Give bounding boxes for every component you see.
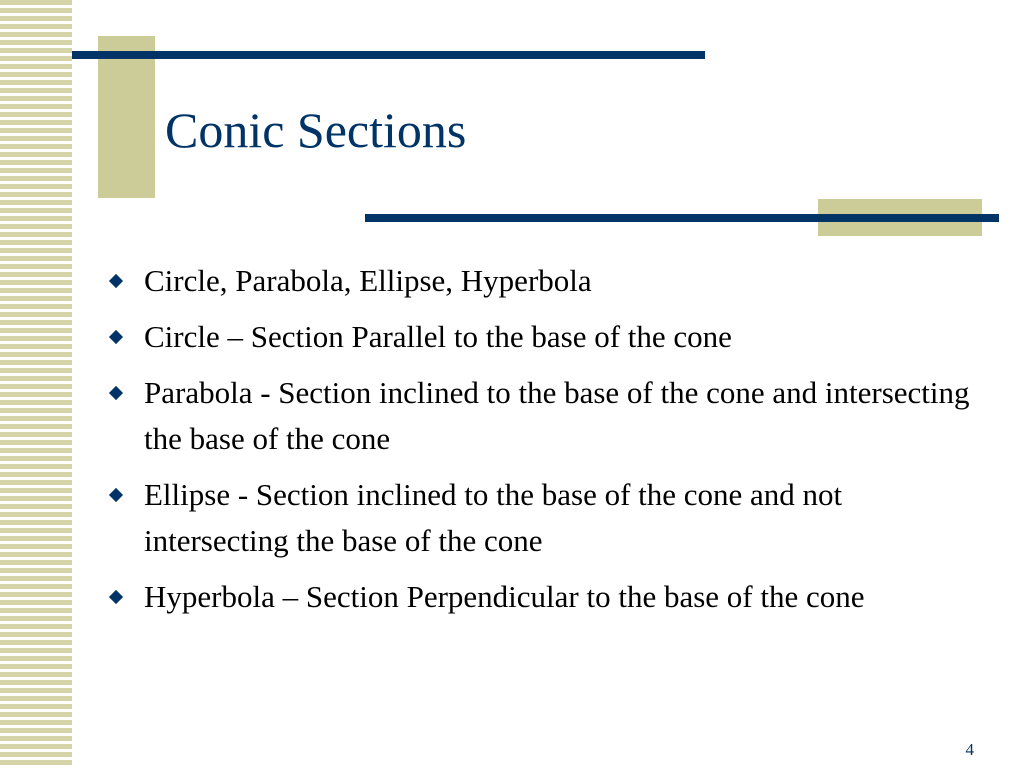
decorative-stripes [0, 0, 72, 768]
bullet-text: Circle, Parabola, Ellipse, Hyperbola [144, 263, 592, 298]
diamond-bullet-icon [109, 330, 123, 344]
bullet-item [107, 472, 987, 564]
diamond-bullet-icon [109, 274, 123, 288]
bottom-rule [365, 214, 999, 222]
bullet-item [107, 258, 987, 304]
title-accent-block [98, 36, 155, 198]
bullet-text: Parabola - Section inclined to the base of the cone and intersecting the base of the cone [144, 375, 970, 456]
bullet-item [107, 574, 987, 620]
diamond-bullet-icon [109, 386, 123, 400]
bullet-text: Ellipse - Section inclined to the base of the cone and not intersecting the base of the cone [144, 477, 843, 558]
diamond-bullet-icon [109, 488, 123, 502]
page-number: 4 [965, 740, 974, 759]
diamond-bullet-icon [109, 590, 123, 604]
bullet-text: Circle – Section Parallel to the base of the cone [144, 319, 732, 354]
slide-title: Conic Sections [165, 102, 467, 158]
top-rule [72, 51, 705, 59]
bullet-list [107, 258, 987, 630]
bullet-item [107, 370, 987, 462]
bullet-item [107, 314, 987, 360]
bullet-text: Hyperbola – Section Perpendicular to the base of the cone [144, 579, 865, 614]
